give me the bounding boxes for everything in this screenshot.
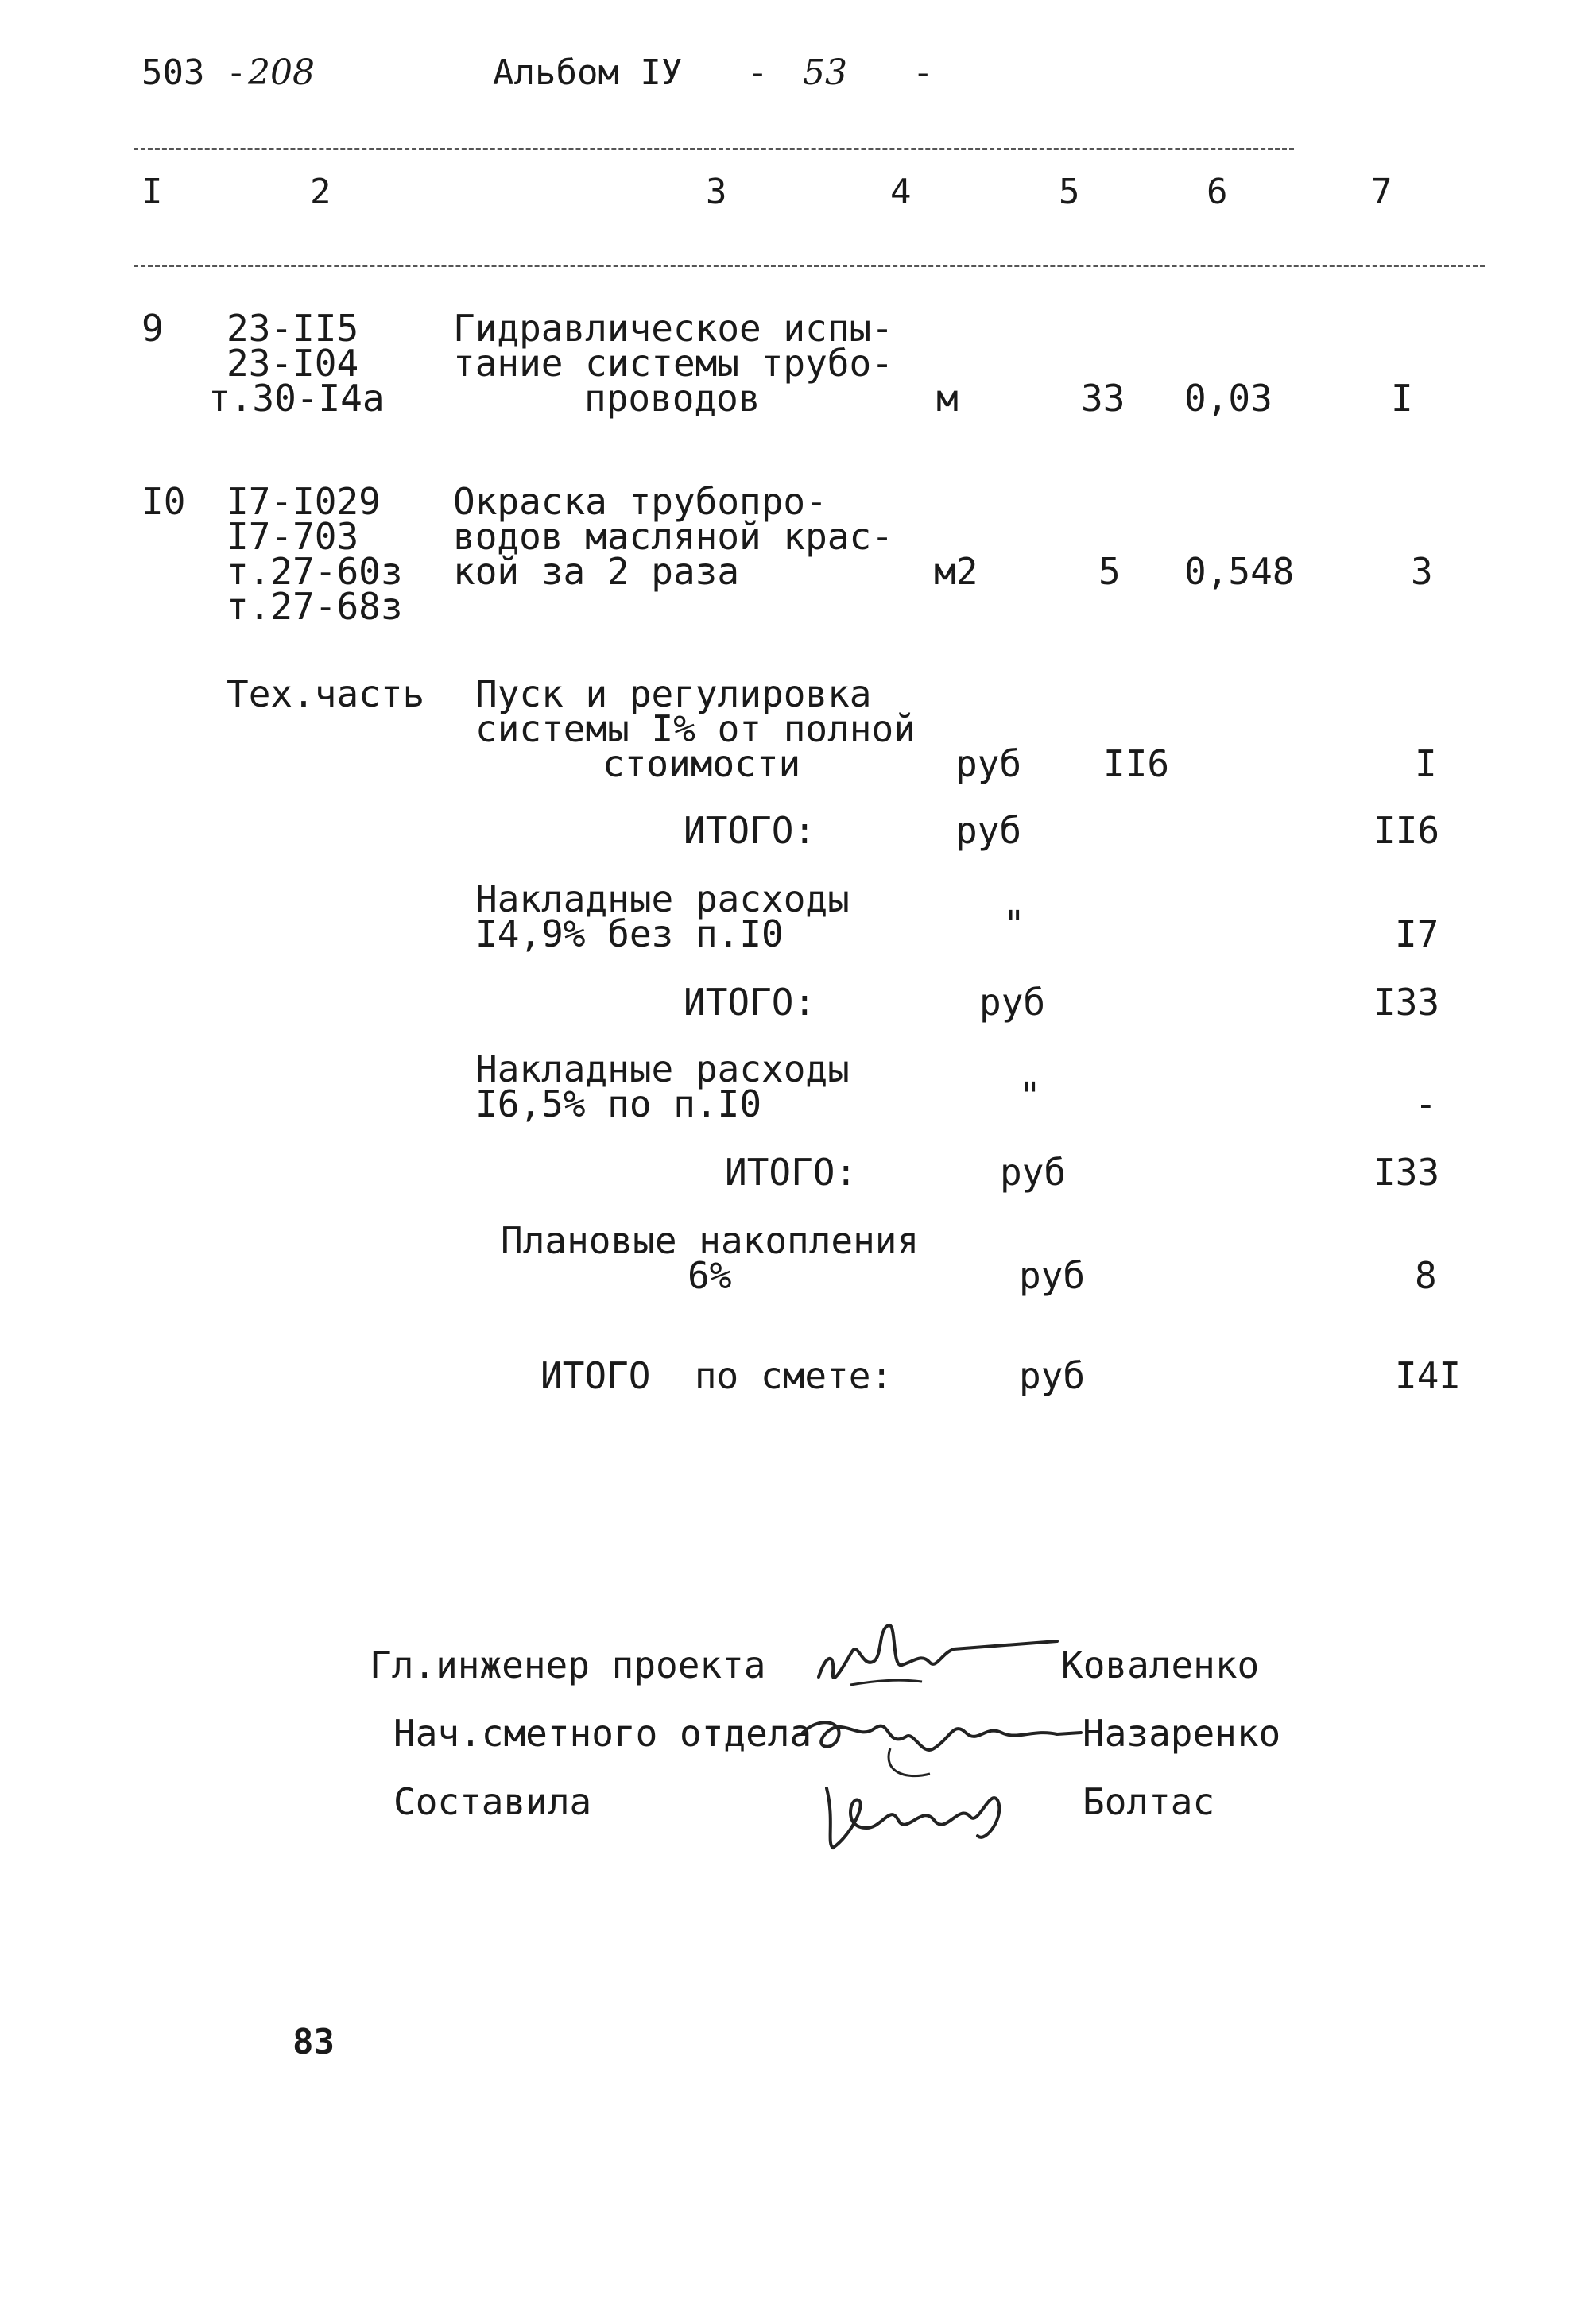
summary-unit: руб <box>1000 1151 1067 1194</box>
row-code: т.27-60з <box>227 550 403 593</box>
header-dash: - <box>747 52 769 93</box>
summary-label: Плановые накопления <box>501 1219 920 1262</box>
summary-label: ИТОГО по смете: <box>540 1354 893 1397</box>
page-number: 53 <box>803 52 847 93</box>
series-prefix: 503 - <box>141 52 247 93</box>
row-unit: м2 <box>934 550 978 593</box>
row-quantity: II6 <box>1103 742 1170 785</box>
row-rate: 0,548 <box>1184 550 1295 593</box>
signature-role: Составила <box>393 1780 592 1823</box>
row-total: 3 <box>1411 550 1433 593</box>
summary-unit: руб <box>1019 1354 1086 1397</box>
row-description: проводов <box>584 377 761 420</box>
row-code: т.30-I4а <box>208 377 385 420</box>
summary-label: ИТОГО: <box>684 809 816 852</box>
signature-role: Нач.сметного отдела <box>393 1712 812 1755</box>
summary-total: I33 <box>1373 981 1440 1024</box>
row-code: I7-703 <box>227 515 359 558</box>
album-label: Альбом IУ <box>493 52 683 93</box>
row-unit: м <box>936 377 959 420</box>
row-unit: руб <box>955 742 1022 785</box>
summary-unit: руб <box>979 981 1046 1024</box>
column-number: 5 <box>1059 172 1080 212</box>
row-description: стоимости <box>602 742 801 785</box>
summary-label: Накладные расходы <box>475 1047 850 1090</box>
summary-unit: " <box>1019 1074 1041 1117</box>
signature-name: Назаренко <box>1083 1712 1281 1755</box>
handwritten-signature <box>819 1772 1025 1860</box>
summary-label: Накладные расходы <box>475 877 850 920</box>
row-number: 9 <box>141 307 164 350</box>
summary-label: 6% <box>688 1254 732 1297</box>
row-code: т.27-68з <box>227 585 403 628</box>
summary-unit: руб <box>955 809 1022 852</box>
row-code: 23-II5 <box>227 307 359 350</box>
row-total: I <box>1415 742 1437 785</box>
row-code: I7-I029 <box>227 480 381 523</box>
column-number: 2 <box>310 172 331 212</box>
row-description: Гидравлическое испы- <box>453 307 893 350</box>
summary-unit: " <box>1003 903 1025 946</box>
summary-total: I33 <box>1373 1151 1440 1194</box>
table-top-rule <box>134 148 1294 150</box>
row-rate: 0,03 <box>1184 377 1273 420</box>
row-description: кой за 2 раза <box>453 550 740 593</box>
signature-name: Болтас <box>1083 1780 1215 1823</box>
column-number: I <box>141 172 163 212</box>
row-description: Окраска трубопро- <box>453 480 827 523</box>
summary-unit: руб <box>1019 1254 1086 1297</box>
row-quantity: 5 <box>1098 550 1121 593</box>
header-dash-end: - <box>912 52 934 93</box>
signature-role: Гл.инженер проекта <box>370 1644 766 1686</box>
summary-total: I4I <box>1395 1354 1462 1397</box>
summary-label: ИТОГО: <box>725 1151 858 1194</box>
summary-label: I6,5% по п.I0 <box>475 1082 762 1125</box>
summary-total: I7 <box>1395 912 1439 955</box>
column-number: 7 <box>1371 172 1393 212</box>
summary-total: - <box>1415 1082 1437 1125</box>
row-description: тание системы трубо- <box>453 342 893 385</box>
summary-label: I4,9% без п.I0 <box>475 912 784 955</box>
series-number: 208 <box>248 52 315 93</box>
handwritten-signature <box>803 1605 1065 1709</box>
row-code: Тех.часть <box>227 672 425 715</box>
column-number: 4 <box>890 172 912 212</box>
column-number: 3 <box>706 172 727 212</box>
summary-total: 8 <box>1415 1254 1437 1297</box>
row-quantity: 33 <box>1081 377 1125 420</box>
column-header-rule <box>134 265 1485 267</box>
row-description: системы I% от полной <box>475 707 916 750</box>
footer-page-number: 83 <box>292 2022 335 2062</box>
row-code: 23-I04 <box>227 342 359 385</box>
row-description: Пуск и регулировка <box>475 672 872 715</box>
row-total: I <box>1391 377 1413 420</box>
row-number: I0 <box>141 480 186 523</box>
row-description: водов масляной крас- <box>453 515 893 558</box>
summary-label: ИТОГО: <box>684 981 816 1024</box>
summary-total: II6 <box>1373 809 1440 852</box>
signature-name: Коваленко <box>1061 1644 1260 1686</box>
column-number: 6 <box>1207 172 1228 212</box>
